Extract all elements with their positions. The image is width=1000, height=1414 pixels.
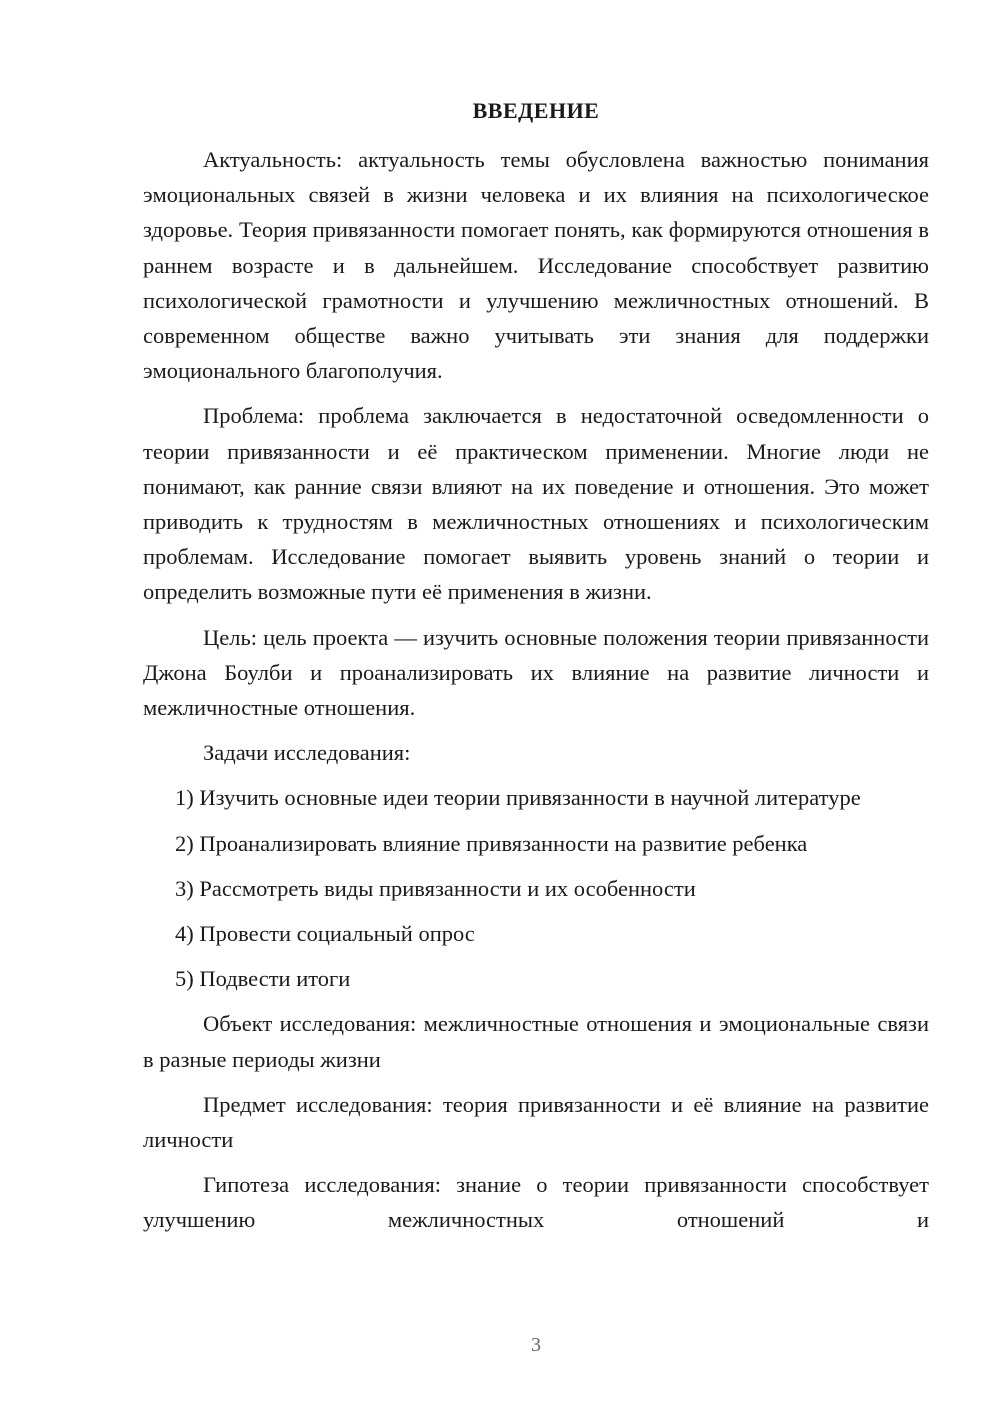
paragraph-problem: Проблема: проблема заключается в недостаточной осведомленности о теории привязанности и её практическом применении. Многие люди не понимают, как ранние связи влияют на их поведение и отношения. Это может приводить к трудностям в межличностных отношениях и психологическим проблемам. Исследование помогает выявить уровень знаний о теории и определить возможные пути её применения в жизни.	[143, 403, 929, 605]
task-item-4: 4) Провести социальный опрос	[175, 921, 475, 947]
paragraph-hypothesis: Гипотеза исследования: знание о теории привязанности способствует улучшению межличностных отношений и	[143, 1172, 929, 1233]
paragraph-subject: Предмет исследования: теория привязанности и её влияние на развитие личности	[143, 1091, 929, 1153]
paragraph-object: Объект исследования: межличностные отношения и эмоциональные связи в разные периоды жизни	[143, 1011, 929, 1072]
page-number: 3	[531, 1334, 541, 1356]
page-title: ВВЕДЕНИЕ	[472, 98, 600, 123]
document-body	[143, 142, 929, 1248]
task-item-3: 3) Рассмотреть виды привязанности и их особенности	[175, 875, 696, 901]
task-item-2: 2) Проанализировать влияние привязанности на развитие ребенка	[175, 830, 808, 856]
paragraph-relevance: Актуальность: актуальность темы обусловлена важностью понимания эмоциональных связей в жизни человека и их влияния на психологическое здоровье. Теория привязанности помогает понять, как формируются отношения в раннем возрасте и в дальнейшем. Исследование способствует развитию психологической грамотности и улучшению межличностных отношений. В современном обществе важно учитывать эти знания для поддержки эмоционального благополучия.	[143, 147, 929, 384]
task-item-1: 1) Изучить основные идеи теории привязанности в научной литературе	[175, 785, 861, 811]
paragraph-goal: Цель: цель проекта — изучить основные положения теории привязанности Джона Боулби и проанализировать их влияние на развитие личности и межличностные отношения.	[143, 624, 929, 721]
tasks-heading: Задачи исследования:	[203, 740, 411, 766]
task-item-5: 5) Подвести итоги	[175, 966, 351, 992]
